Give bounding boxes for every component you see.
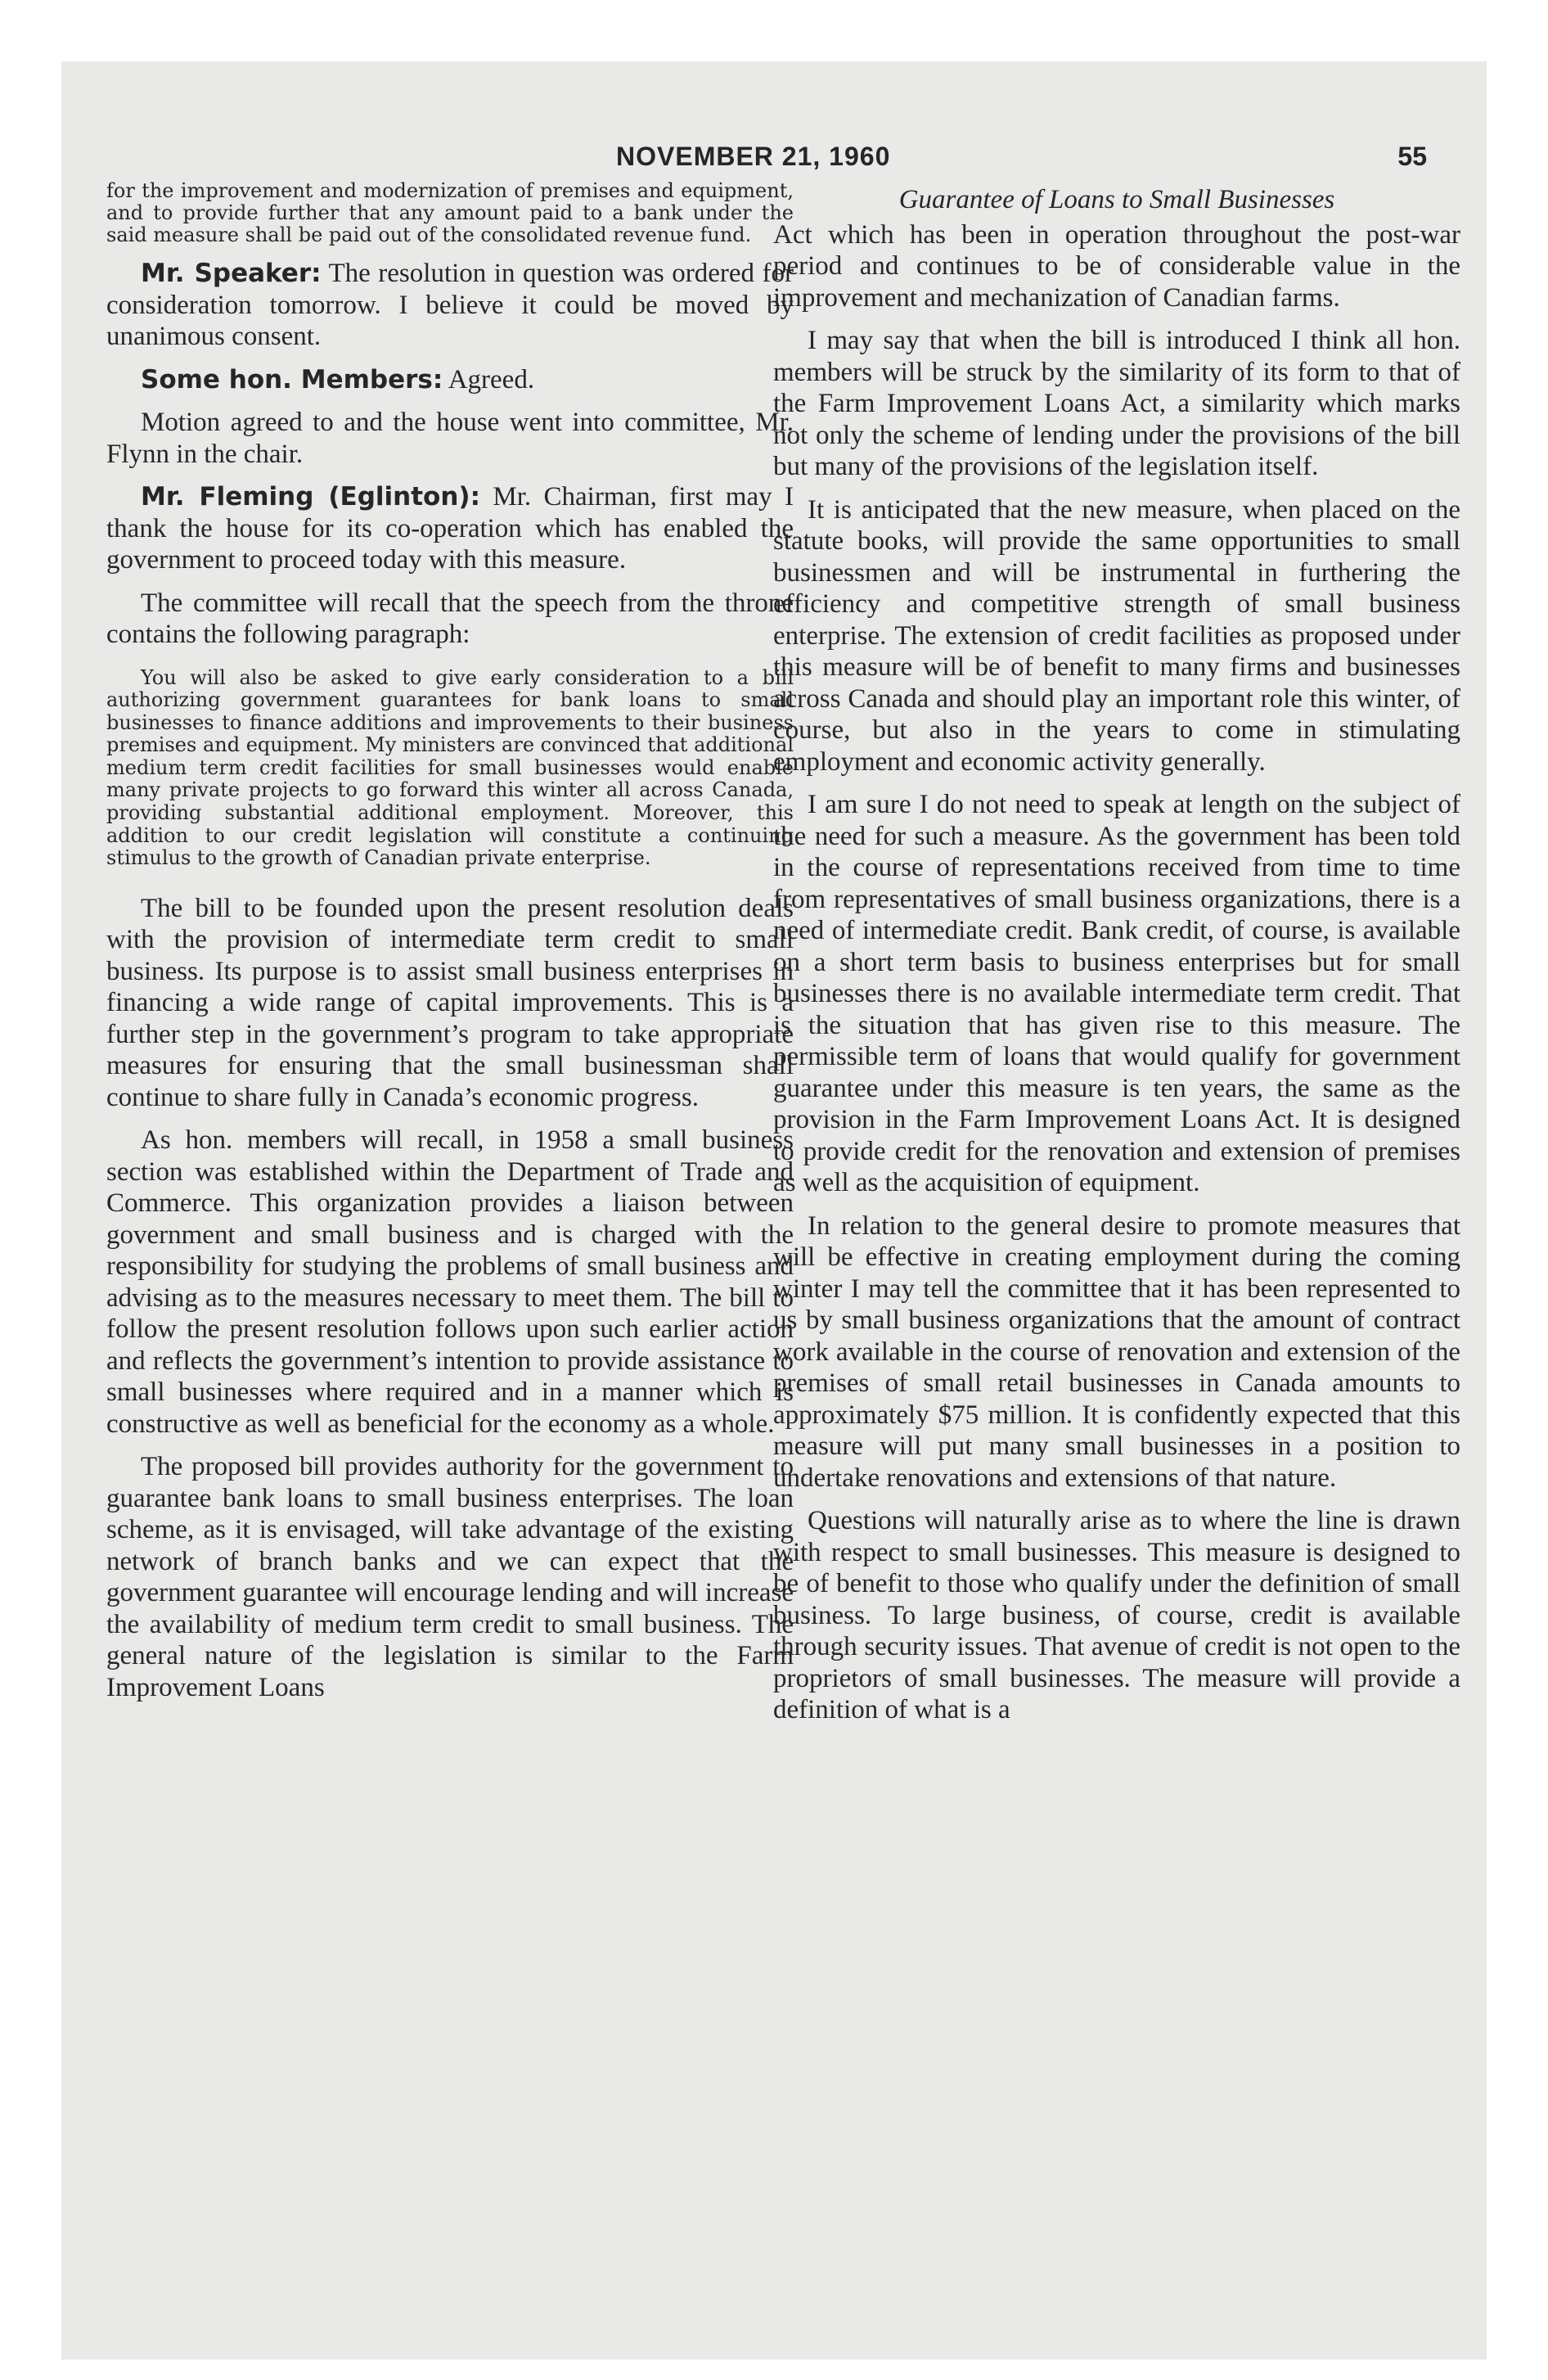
paragraph-bill-purpose: The bill to be founded upon the present resolution deals with the provision of intermediate term credit to small business. Its purpose is to assist small business enterprises in financing a wide range of capital improvements. This is a further step in the government’s program to take appropriate measures for ensuring that the small businessman shall continue to share fully in Canada’s economic progress. xyxy=(106,893,794,1112)
left-column xyxy=(106,180,794,1715)
running-head-date: NOVEMBER 21, 1960 xyxy=(616,142,891,171)
right-column xyxy=(773,184,1460,1738)
throne-speech-quote: You will also be asked to give early consideration to a bill authorizing government guarantees for bank loans to small businesses to finance additions and improvements to their business premises and equipment. My ministers are convinced that additional medium term credit facilities for small businesses would enable many private projects to go forward this winter all across Canada, providing substantial additional employment. Moreover, this addition to our credit legislation will constitute a continuing stimulus to the growth of Canadian private enterprise. xyxy=(106,665,794,870)
paragraph-fleming-opening xyxy=(106,481,794,576)
paragraph-throne-speech-intro: The committee will recall that the speech from the throne contains the following paragraph: xyxy=(106,588,794,649)
paragraph-farm-loans-act: Act which has been in operation throughout the post-war period and continues to be of considerable value in the improvement and mechanization of Canadian farms. xyxy=(773,219,1460,313)
paragraph-members-agreed xyxy=(106,364,794,396)
continued-resolution-text: for the improvement and modernization of premises and equipment, and to provide further that any amount paid to a bank under the said measure shall be paid out of the consolidated revenue fund. xyxy=(106,179,794,246)
speaker-text: Mr. Chairman, first may I thank the house for its co-operation which has enabled the government to proceed today with this measure. xyxy=(106,482,794,575)
speaker-text: Agreed. xyxy=(443,364,535,394)
paragraph-similarity: I may say that when the bill is introduced I think all hon. members will be struck by the similarity of its form to that of the Farm Improvement Loans Act, a similarity which marks not only the scheme of lending under the provisions of the bill but many of the provisions of the legislation itself. xyxy=(773,326,1460,481)
paragraph-need-for-measure: I am sure I do not need to speak at length on the subject of the need for such a measure. As the government has been told in the course of representations received from time to time from representatives of small business organizations, there is a need of intermediate credit. Bank credit, of course, is available on a short term basis to business enterprises but for small businesses there is no available intermediate term credit. That is the situation that has given rise to this measure. The permissible term of loans that would qualify for government guarantee under this measure is ten years, the same as the provision in the Farm Improvement Loans Act. It is designed to provide credit for the renovation and extension of premises as well as the acquisition of equipment. xyxy=(773,790,1460,1197)
page-number: 55 xyxy=(1397,142,1427,171)
hansard-page xyxy=(61,61,1487,2360)
paragraph-employment: In relation to the general desire to promote measures that will be effective in creating employment during the coming winter I may tell the committee that it has been represented to us by small business organizations that the amount of contract work available in the course of renovation and extension of the premises of small retail businesses in Canada amounts to approximately $75 million. It is confidently expected that this measure will put many small businesses in a position to undertake renovations and extensions of that nature. xyxy=(773,1210,1460,1493)
paragraph-speaker-remark xyxy=(106,258,794,353)
section-heading: Guarantee of Loans to Small Businesses xyxy=(898,185,1335,214)
speaker-text: The resolution in question was ordered for consideration tomorrow. I believe it could be moved by unanimous consent. xyxy=(106,259,794,351)
paragraph-proposed-bill: The proposed bill provides authority for the government to guarantee bank loans to small business enterprises. The loan scheme, as it is envisaged, will take advantage of the existing network of branch banks and we can expect that the government guarantee will encourage lending and will increase the availability of medium term credit to small business. The general nature of the legislation is similar to the Farm Improvement Loans xyxy=(106,1452,794,1702)
speaker-name: Mr. Fleming (Eglinton): xyxy=(141,482,480,512)
paragraph-anticipated-benefits: It is anticipated that the new measure, when placed on the statute books, will provide the same opportunities to small businessmen and will be instrumental in furthering the efficiency and competitive strength of small business enterprise. The extension of credit facilities as proposed under this measure will be of benefit to many firms and businesses across Canada and should play an important role this winter, of course, but also in the years to come in stimulating employment and economic activity generally. xyxy=(773,494,1460,777)
speaker-name: Some hon. Members: xyxy=(141,364,443,394)
paragraph-definition: Questions will naturally arise as to where the line is drawn with respect to small businesses. This measure is designed to be of benefit to those who qualify under the definition of small business. To large business, of course, credit is available through security issues. That avenue of credit is not open to the proprietors of small businesses. The measure will provide a definition of what is a xyxy=(773,1506,1460,1724)
paragraph-motion-agreed: Motion agreed to and the house went into committee, Mr. Flynn in the chair. xyxy=(106,408,794,469)
speaker-name: Mr. Speaker: xyxy=(141,259,322,288)
paragraph-small-business-section: As hon. members will recall, in 1958 a small business section was established within the Department of Trade and Commerce. This organization provides a liaison between government and small business and is charged with the responsibility for studying the problems of small business and advising as to the measures necessary to meet them. The bill to follow the present resolution follows upon such earlier action and reflects the government’s intention to provide assistance to small businesses where required and in a manner which is constructive as well as beneficial for the economy as a whole. xyxy=(106,1125,794,1439)
